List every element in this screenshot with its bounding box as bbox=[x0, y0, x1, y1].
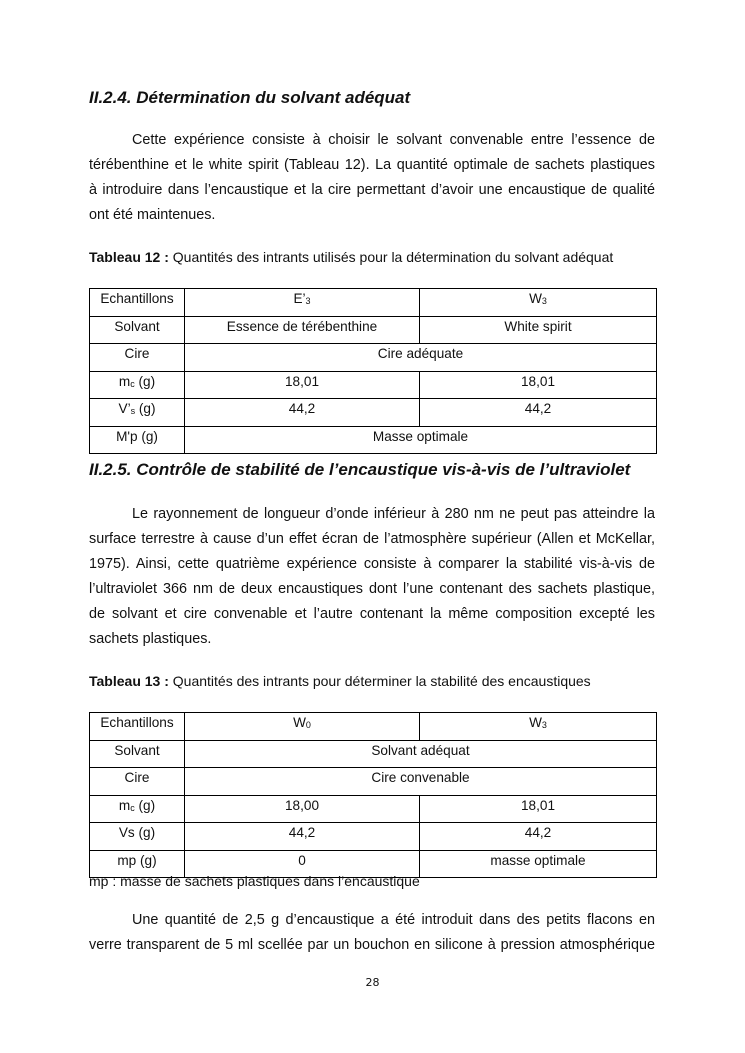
table-12-caption-label: Tableau 12 : bbox=[89, 249, 169, 265]
table-cell-merged: Masse optimale bbox=[185, 426, 657, 454]
row-header: Solvant bbox=[90, 316, 185, 344]
paragraph-sample-preparation bbox=[89, 908, 655, 958]
row-header: $m_c$ (g) bbox=[90, 795, 185, 823]
table-cell: 44,2 bbox=[420, 823, 657, 851]
table-row bbox=[90, 316, 657, 344]
table-13-caption-label: Tableau 13 : bbox=[89, 673, 169, 689]
table-13-caption-text: Quantités des intrants pour déterminer la stabilité des encaustiques bbox=[172, 673, 591, 689]
row-header: Echantillons bbox=[90, 713, 185, 741]
table-cell: $W_0$ bbox=[185, 713, 420, 741]
table-row bbox=[90, 713, 657, 741]
table-cell: masse optimale bbox=[420, 850, 657, 878]
section-heading-2-2-5: II.2.5. Contrôle de stabilité de l’encaustique vis-à-vis de l’ultraviolet bbox=[89, 460, 631, 479]
table-row bbox=[90, 426, 657, 454]
table-row bbox=[90, 823, 657, 851]
page-number: 28 bbox=[365, 976, 380, 989]
paragraph-solvent-choice bbox=[89, 128, 655, 228]
table-13 bbox=[89, 712, 657, 878]
table-cell-merged: Solvant adéquat bbox=[185, 740, 657, 768]
row-header: M'p (g) bbox=[90, 426, 185, 454]
table-cell: 0 bbox=[185, 850, 420, 878]
table-cell: Essence de térébenthine bbox=[185, 316, 420, 344]
row-header: mp (g) bbox=[90, 850, 185, 878]
table-cell: 18,01 bbox=[420, 371, 657, 399]
row-header: $m_c$ (g) bbox=[90, 371, 185, 399]
table-row bbox=[90, 399, 657, 427]
table-cell: 18,01 bbox=[185, 371, 420, 399]
paragraph-line: surface terrestre à cause d’un effet écran de l’atmosphère supérieur (Allen et McKellar, bbox=[89, 531, 655, 547]
paragraph-line: térébenthine et le white spirit (Tableau 12). La quantité optimale de sachets plastiques bbox=[89, 157, 655, 173]
table-row bbox=[90, 344, 657, 372]
paragraph-line: Cette expérience consiste à choisir le solvant convenable entre l’essence de bbox=[132, 132, 655, 148]
row-header: Solvant bbox=[90, 740, 185, 768]
paragraph-uv-stability bbox=[89, 502, 655, 652]
paragraph-line: 1975). Ainsi, cette quatrième expérience consiste à comparer la stabilité vis-à-vis de bbox=[89, 556, 655, 572]
table-12-caption bbox=[89, 249, 613, 265]
table-cell: $E’_3$ bbox=[185, 289, 420, 317]
table-cell: 44,2 bbox=[420, 399, 657, 427]
table-cell: 18,00 bbox=[185, 795, 420, 823]
table-cell: $W_3$ bbox=[420, 289, 657, 317]
table-cell: White spirit bbox=[420, 316, 657, 344]
table-row bbox=[90, 768, 657, 796]
paragraph-line: Le rayonnement de longueur d’onde inférieur à 280 nm ne peut pas atteindre la bbox=[132, 506, 655, 522]
table-row bbox=[90, 795, 657, 823]
paragraph-line: sachets plastiques. bbox=[89, 631, 212, 647]
table-cell: $W_3$ bbox=[420, 713, 657, 741]
table-row bbox=[90, 371, 657, 399]
table-12-caption-text: Quantités des intrants utilisés pour la détermination du solvant adéquat bbox=[172, 249, 614, 265]
table-cell: 44,2 bbox=[185, 823, 420, 851]
table-13-note: mp : masse de sachets plastiques dans l’encaustique bbox=[89, 873, 420, 889]
table-row bbox=[90, 289, 657, 317]
paragraph-line: Une quantité de 2,5 g d’encaustique a été introduit dans des petits flacons en bbox=[132, 912, 655, 928]
table-cell-merged: Cire adéquate bbox=[185, 344, 657, 372]
table-cell: 18,01 bbox=[420, 795, 657, 823]
row-header: Cire bbox=[90, 344, 185, 372]
paragraph-line: l’ultraviolet 366 nm de deux encaustiques dont l’une contenant des sachets plastique, bbox=[89, 581, 655, 597]
table-cell: 44,2 bbox=[185, 399, 420, 427]
paragraph-line: de solvant et cire convenable et l’autre contenant la même composition excepté les bbox=[89, 606, 655, 622]
paragraph-line: à introduire dans l’encaustique et la cire permettant d’avoir une encaustique de qualité bbox=[89, 182, 655, 198]
section-heading-2-2-4: II.2.4. Détermination du solvant adéquat bbox=[89, 88, 411, 107]
paragraph-line: verre transparent de 5 ml scellée par un bouchon en silicone à pression atmosphérique bbox=[89, 937, 655, 953]
table-row bbox=[90, 740, 657, 768]
table-cell-merged: Cire convenable bbox=[185, 768, 657, 796]
row-header: Vs (g) bbox=[90, 823, 185, 851]
row-header: $V’_s$ (g) bbox=[90, 399, 185, 427]
row-header: Cire bbox=[90, 768, 185, 796]
table-12 bbox=[89, 288, 657, 454]
paragraph-line: ont été maintenues. bbox=[89, 207, 216, 223]
table-13-caption bbox=[89, 673, 591, 689]
row-header: Echantillons bbox=[90, 289, 185, 317]
